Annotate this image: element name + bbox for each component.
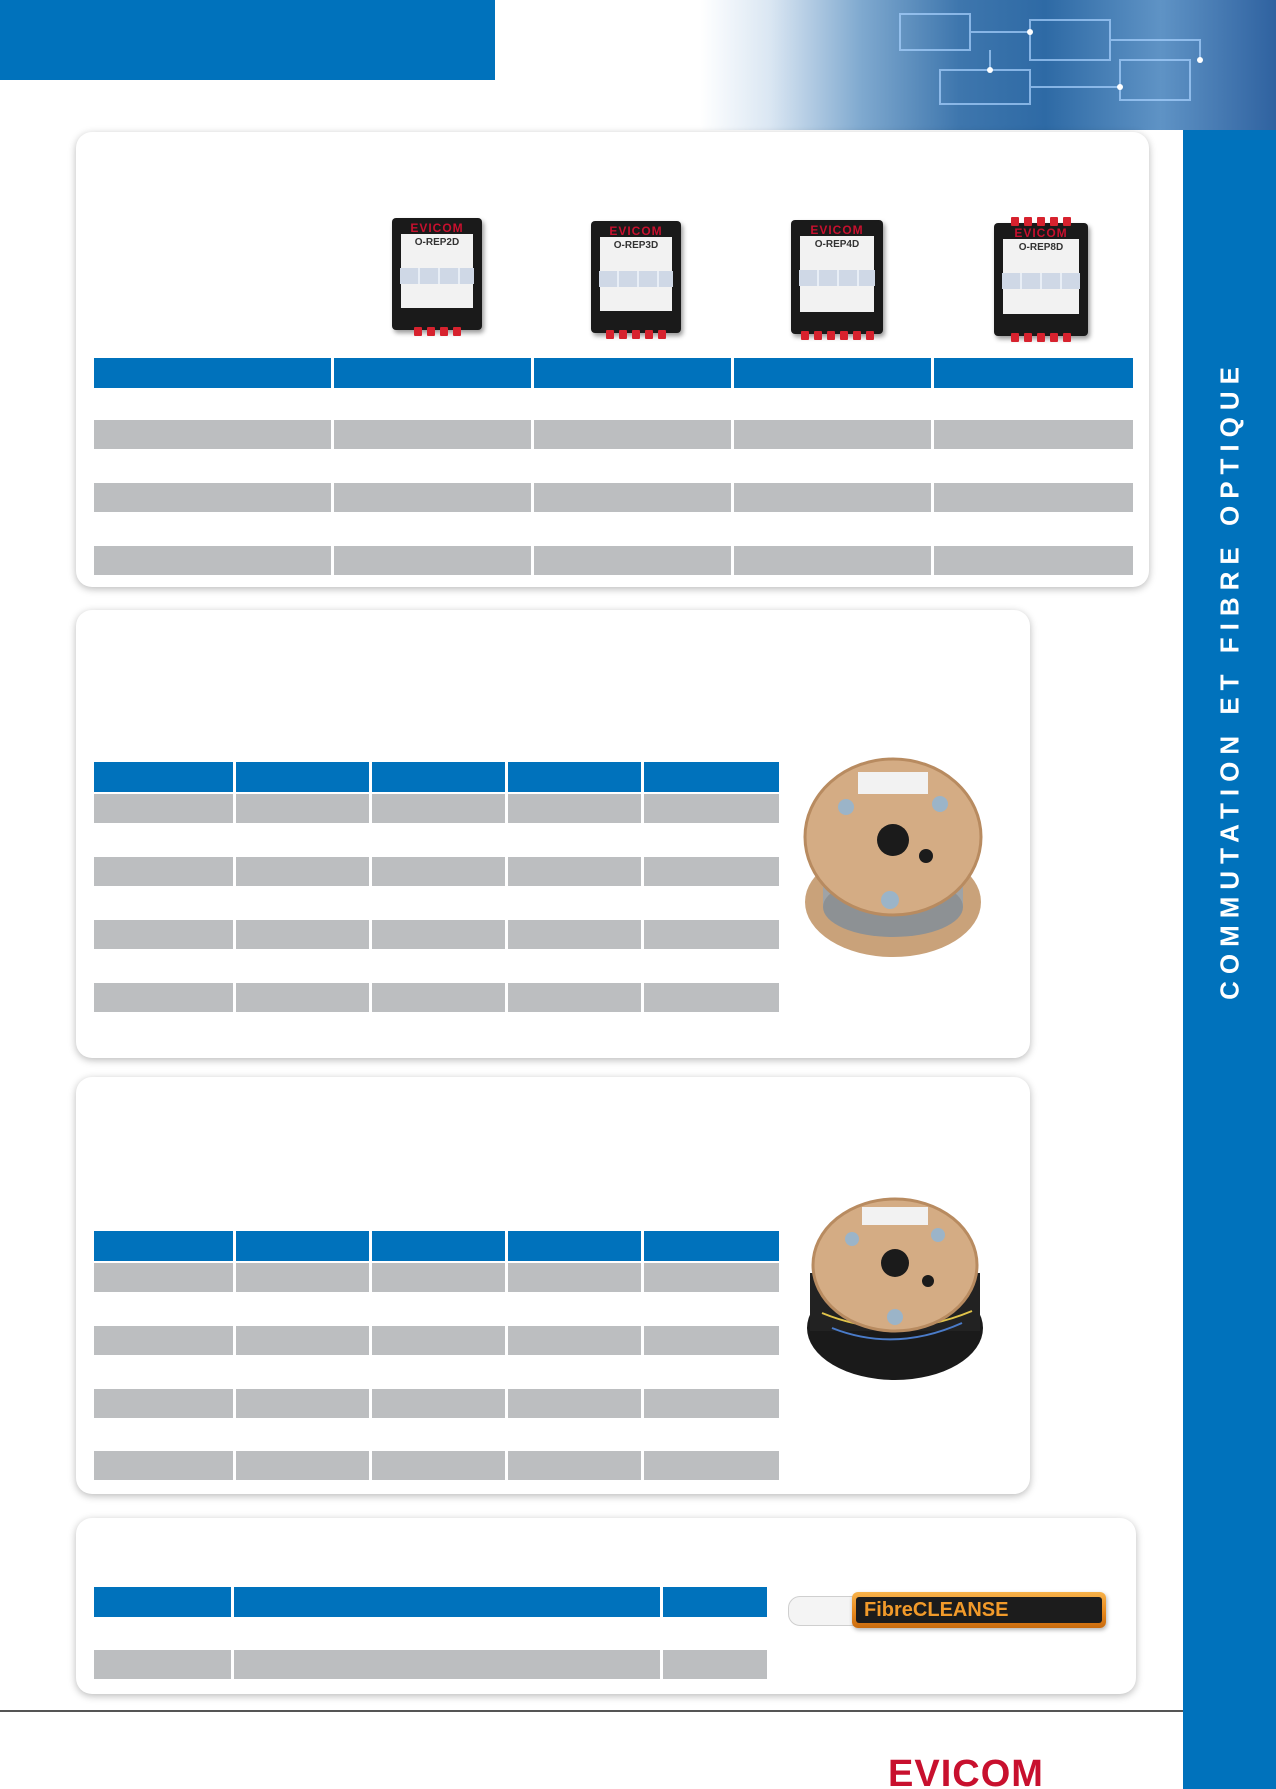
table-row <box>94 1326 779 1355</box>
table-row <box>94 794 779 823</box>
product-model: O-REP8D <box>1018 242 1064 253</box>
product-image-o-rep3d <box>591 221 681 333</box>
header-blue-bar <box>0 0 495 80</box>
product-brand: EVICOM <box>810 223 864 237</box>
section-side-tab <box>1183 130 1276 1789</box>
table-row <box>94 483 1133 512</box>
header-circuit-banner <box>700 0 1276 130</box>
product-model: O-REP4D <box>814 239 860 250</box>
product-brand: EVICOM <box>609 224 663 238</box>
table-header <box>94 1587 767 1617</box>
cleaner-product: CLEANSE <box>912 1599 1009 1621</box>
product-image-o-rep4d <box>791 220 883 334</box>
product-brand: EVICOM <box>1014 226 1068 240</box>
pre-terminated-cable-drum-icon <box>802 1193 988 1383</box>
section-title: COMMUTATION ET FIBRE OPTIQUE <box>1214 360 1244 1000</box>
table-row <box>94 546 1133 575</box>
panel-distribution-boxes <box>76 132 1149 587</box>
table-row <box>94 1263 779 1292</box>
panel-fibre-cleaner <box>76 1518 1136 1694</box>
table-row <box>94 1389 779 1418</box>
table-row <box>94 420 1133 449</box>
table-header <box>94 762 779 792</box>
table-row <box>94 1650 767 1679</box>
table-header <box>94 1231 779 1261</box>
panel-fiber-cable-drum <box>76 610 1030 1058</box>
product-image-o-rep8d <box>994 223 1088 336</box>
footer-divider <box>0 1710 1183 1712</box>
product-image-o-rep2d <box>392 218 482 330</box>
product-brand: EVICOM <box>410 221 464 235</box>
product-model: O-REP2D <box>414 237 460 248</box>
panel-preterminated-cable-drum <box>76 1077 1030 1494</box>
table-row <box>94 1451 779 1480</box>
table-row <box>94 920 779 949</box>
table-header <box>94 358 1133 388</box>
table-row <box>94 983 779 1012</box>
footer-logo: EVICOM <box>888 1755 1044 1789</box>
cleaner-brand: Fibre <box>864 1599 913 1621</box>
cable-drum-icon <box>798 752 988 962</box>
cleaning-pen-icon <box>788 1588 1106 1630</box>
table-row <box>94 857 779 886</box>
product-model: O-REP3D <box>613 240 659 251</box>
